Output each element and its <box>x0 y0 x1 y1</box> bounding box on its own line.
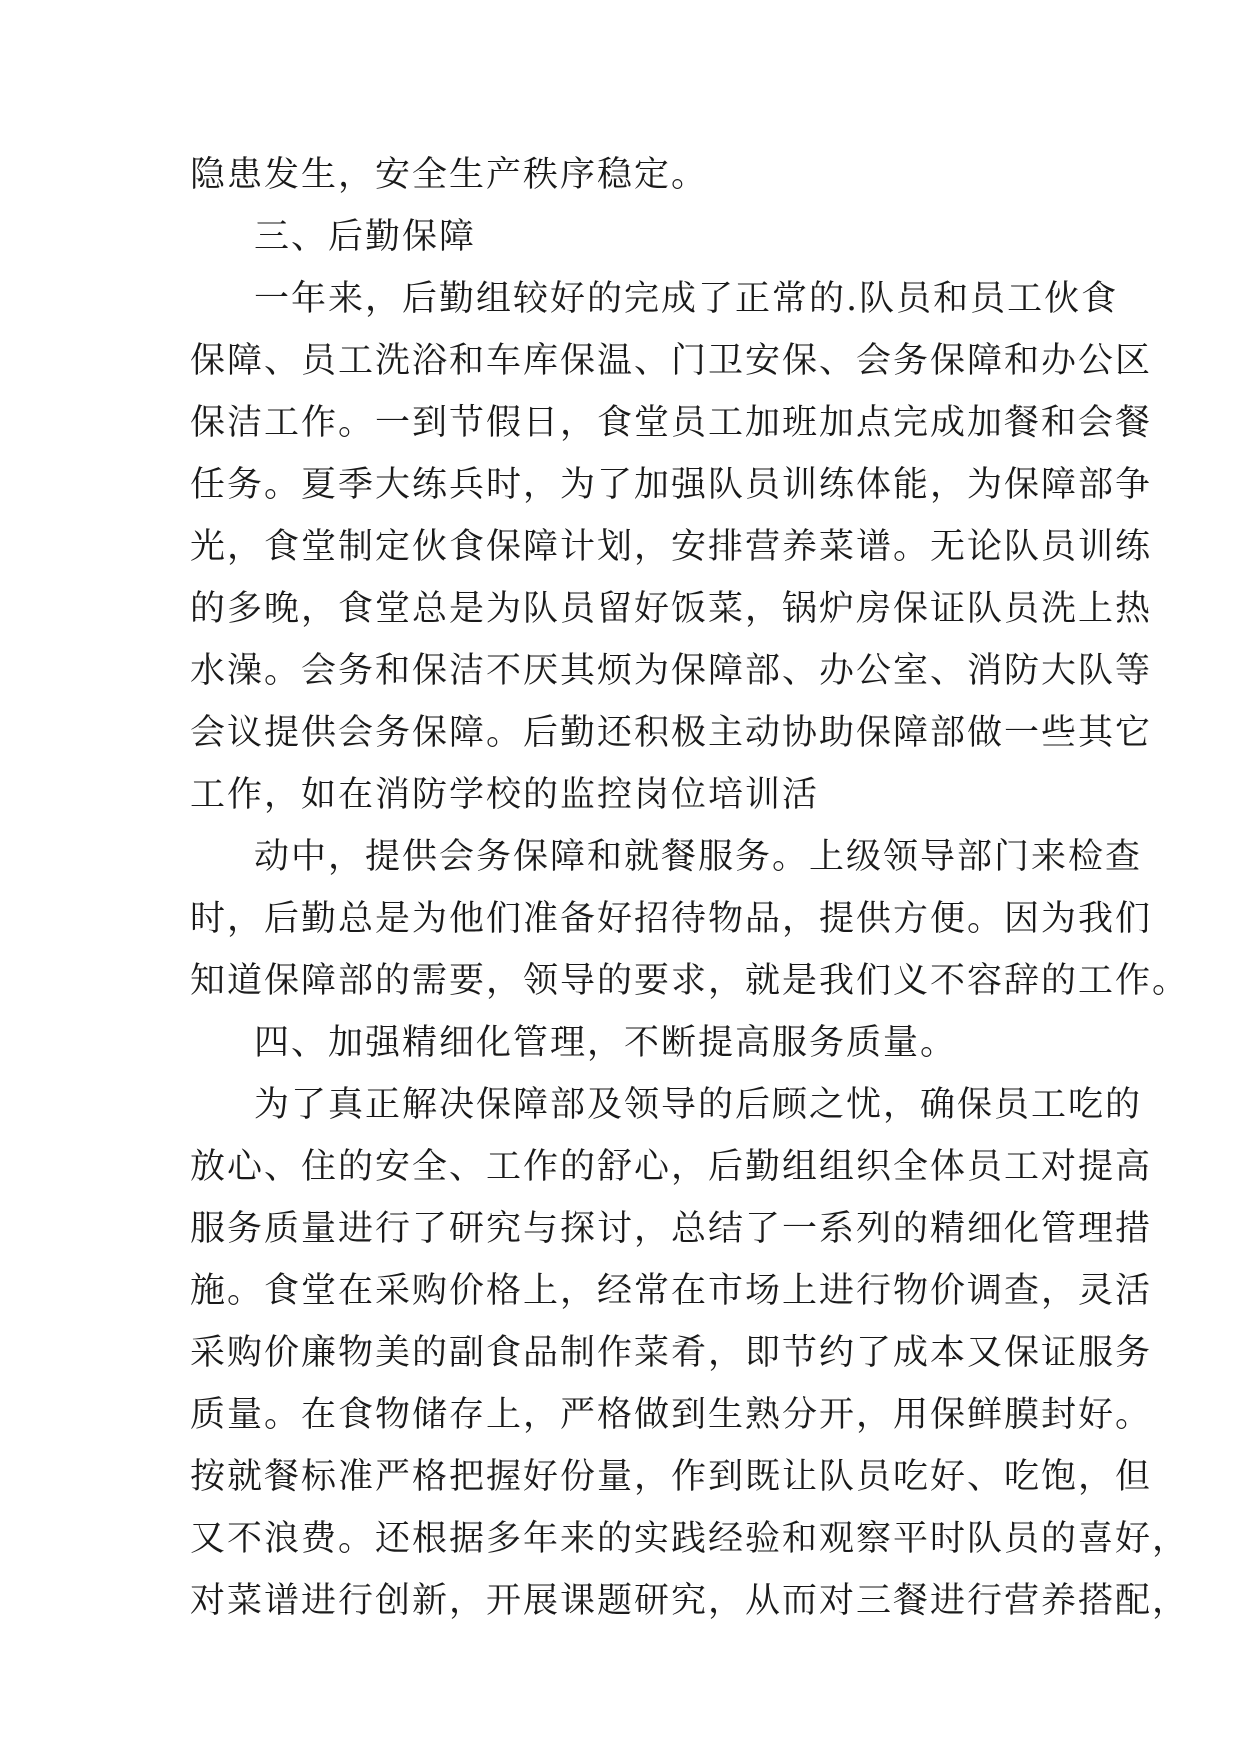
section-heading: 三、后勤保障 <box>254 217 477 257</box>
text-line: 时，后勤总是为他们准备好招待物品，提供方便。因为我们 <box>190 899 1153 939</box>
text-line: 动中，提供会务保障和就餐服务。上级领导部门来检查 <box>254 837 1143 877</box>
text-line: 隐患发生，安全生产秩序稳定。 <box>190 155 709 195</box>
text-line: 保障、员工洗浴和车库保温、门卫安保、会务保障和办公区 <box>190 341 1153 381</box>
text-line: 又不浪费。还根据多年来的实践经验和观察平时队员的喜好， <box>190 1519 1190 1559</box>
text-line: 施。食堂在采购价格上，经常在市场上进行物价调查，灵活 <box>190 1271 1153 1311</box>
text-line: 服务质量进行了研究与探讨，总结了一系列的精细化管理措 <box>190 1209 1153 1249</box>
text-line: 任务。夏季大练兵时，为了加强队员训练体能，为保障部争 <box>190 465 1153 505</box>
text-line: 质量。在食物储存上，严格做到生熟分开，用保鲜膜封好。 <box>190 1395 1153 1435</box>
text-line: 的多晚，食堂总是为队员留好饭菜，锅炉房保证队员洗上热 <box>190 589 1153 629</box>
text-line: 水澡。会务和保洁不厌其烦为保障部、办公室、消防大队等 <box>190 651 1153 691</box>
text-line: 对菜谱进行创新，开展课题研究，从而对三餐进行营养搭配， <box>190 1581 1190 1621</box>
text-line: 放心、住的安全、工作的舒心，后勤组组织全体员工对提高 <box>190 1147 1153 1187</box>
text-line: 光，食堂制定伙食保障计划，安排营养菜谱。无论队员训练 <box>190 527 1153 567</box>
section-heading: 四、加强精细化管理，不断提高服务质量。 <box>254 1023 958 1063</box>
text-line: 为了真正解决保障部及领导的后顾之忧，确保员工吃的 <box>254 1085 1143 1125</box>
text-line: 工作，如在消防学校的监控岗位培训活 <box>190 775 820 815</box>
text-line: 采购价廉物美的副食品制作菜肴，即节约了成本又保证服务 <box>190 1333 1153 1373</box>
text-line: 知道保障部的需要，领导的要求，就是我们义不容辞的工作。 <box>190 961 1190 1001</box>
text-line: 保洁工作。一到节假日，食堂员工加班加点完成加餐和会餐 <box>190 403 1153 443</box>
text-line: 按就餐标准严格把握好份量，作到既让队员吃好、吃饱，但 <box>190 1457 1153 1497</box>
text-line: 一年来，后勤组较好的完成了正常的.队员和员工伙食 <box>254 279 1119 319</box>
text-line: 会议提供会务保障。后勤还积极主动协助保障部做一些其它 <box>190 713 1153 753</box>
